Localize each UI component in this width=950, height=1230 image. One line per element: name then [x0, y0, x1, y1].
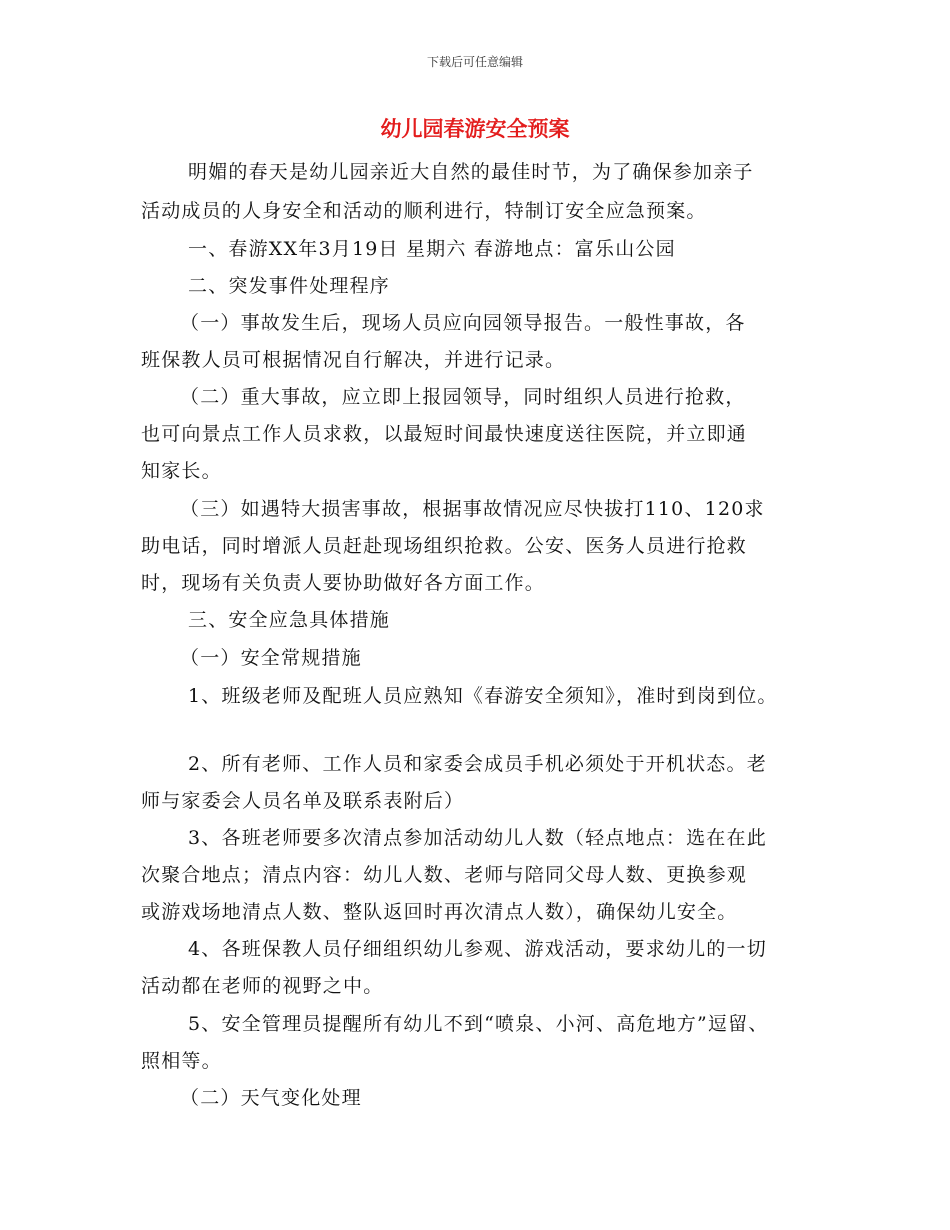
paragraph-line: 助电话，同时增派人员赶赴现场组织抢救。公安、医务人员进行抢救: [141, 535, 748, 557]
paragraph-line: 5、安全管理员提醒所有幼儿不到“喷泉、小河、高危地方”逗留、: [188, 1013, 769, 1035]
paragraph-line: 或游戏场地清点人数、整队返回时再次清点人数），确保幼儿安全。: [141, 901, 738, 923]
paragraph-line: 二、突发事件处理程序: [188, 275, 391, 297]
paragraph-line: （三）如遇特大损害事故，根据事故情况应尽快拔打110、120求: [180, 498, 765, 520]
paragraph-line: 2、所有老师、工作人员和家委会成员手机必须处于开机状态。老: [188, 753, 767, 775]
paragraph-line: 活动都在老师的视野之中。: [141, 975, 384, 997]
paragraph-line: 班保教人员可根据情况自行解决，并进行记录。: [141, 349, 566, 371]
paragraph-line: 4、各班保教人员仔细组织幼儿参观、游戏活动，要求幼儿的一切: [188, 938, 767, 960]
paragraph-line: 一、春游XX年3月19日 星期六 春游地点：富乐山公园: [188, 238, 676, 260]
header-note: 下载后可任意编辑: [426, 55, 523, 69]
subsection-heading: （一）安全常规措施: [180, 647, 362, 669]
paragraph-line: 明媚的春天是幼儿园亲近大自然的最佳时节，为了确保参加亲子: [188, 161, 754, 183]
paragraph-line: （二）重大事故，应立即上报园领导，同时组织人员进行抢救，: [180, 386, 746, 408]
paragraph-line: 活动成员的人身安全和活动的顺利进行，特制订安全应急预案。: [141, 200, 707, 222]
section-heading: 三、安全应急具体措施: [188, 609, 391, 631]
paragraph-line: 也可向景点工作人员求救，以最短时间最快速度送往医院，并立即通: [141, 423, 748, 445]
paragraph-line: 照相等。: [141, 1050, 222, 1072]
paragraph-line: 师与家委会人员名单及联系表附后）: [141, 790, 465, 812]
paragraph-line: 知家长。: [141, 460, 222, 482]
paragraph-line: 3、各班老师要多次清点参加活动幼儿人数（轻点地点：选在在此: [188, 827, 767, 849]
paragraph-line: 次聚合地点；清点内容：幼儿人数、老师与陪同父母人数、更换参观: [141, 864, 748, 886]
paragraph-line: 1、班级老师及配班人员应熟知《春游安全须知》，准时到岗到位。: [188, 685, 778, 707]
paragraph-line: （一）事故发生后，现场人员应向园领导报告。一般性事故，各: [180, 312, 746, 334]
subsection-heading: （二）天气变化处理: [180, 1087, 362, 1109]
document-title: 幼儿园春游安全预案: [380, 117, 570, 141]
paragraph-line: 时，现场有关负责人要协助做好各方面工作。: [141, 572, 546, 594]
